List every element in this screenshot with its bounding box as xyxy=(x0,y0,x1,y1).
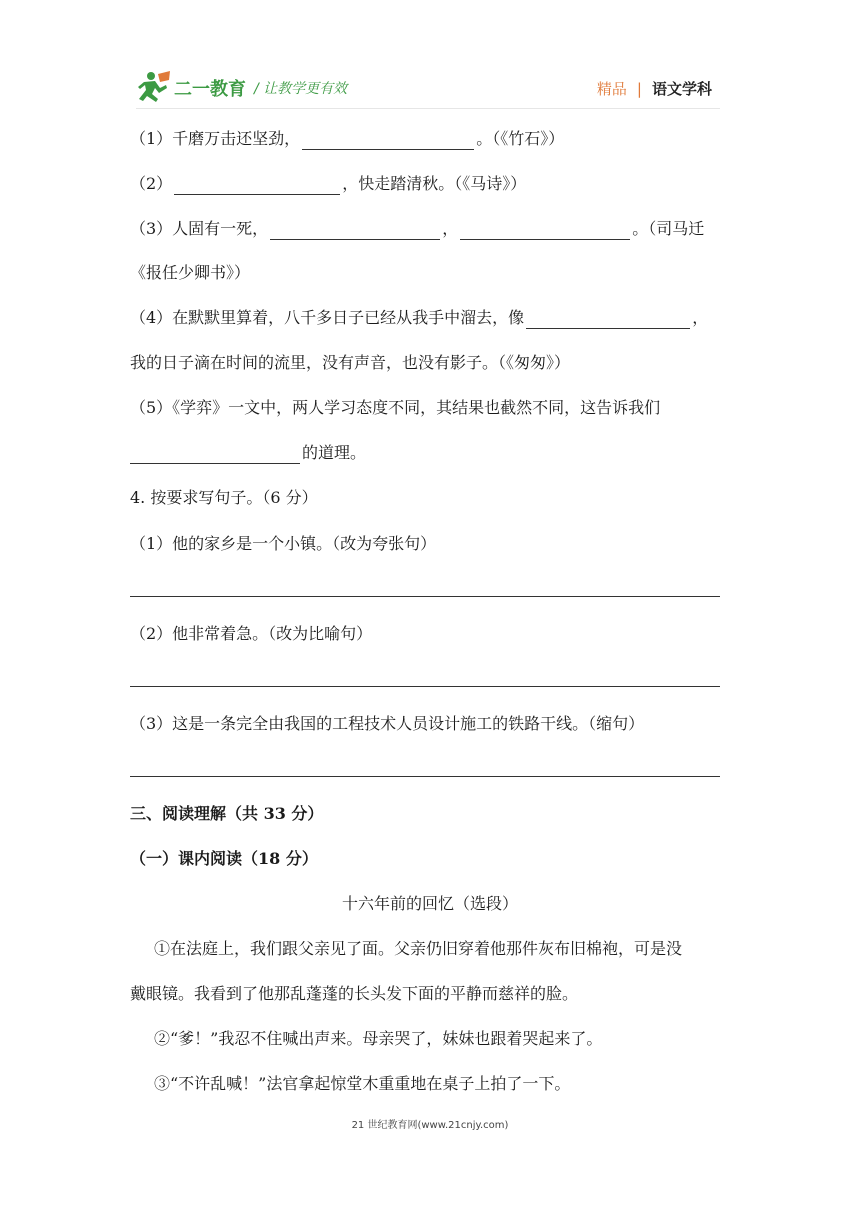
passage-paragraph-2: ②“爹！”我忍不住喊出声来。母亲哭了，妹妹也跟着哭起来了。 xyxy=(154,1029,603,1048)
brand-right xyxy=(597,78,712,99)
question-3-3-source: 《报任少卿书》） xyxy=(130,263,251,282)
question-3-5-cont: 的道理。 xyxy=(130,442,366,464)
answer-blank[interactable] xyxy=(460,221,630,240)
question-3-2: （2） ，快走踏清秋。（《马诗》） xyxy=(130,174,527,193)
passage-paragraph-1: ①在法庭上，我们跟父亲见了面。父亲仍旧穿着他那件灰布旧棉袍，可是没 xyxy=(154,939,683,958)
question-3-4: （4）在默默里算着，八千多日子已经从我手中溜去，像 ， xyxy=(130,308,709,327)
brand-separator: | xyxy=(636,80,642,98)
passage-title: 十六年前的回忆（选段） xyxy=(341,894,518,913)
subject-label: 语文学科 xyxy=(651,80,712,98)
passage-paragraph-3: ③“不许乱喊！”法官拿起惊堂木重重地在桌子上拍了一下。 xyxy=(154,1074,571,1093)
page-footer: 21 世纪教育网(www.21cnjy.com) xyxy=(351,1120,509,1131)
question-3-4-cont: 我的日子滴在时间的流里，没有声音，也没有影子。（《匆匆》） xyxy=(130,353,571,372)
subsection-heading: （一）课内阅读（18 分） xyxy=(130,849,318,868)
header-divider xyxy=(136,108,720,109)
answer-blank[interactable] xyxy=(270,221,440,240)
question-4-title: 4. 按要求写句子。（6 分） xyxy=(130,488,318,507)
answer-line[interactable] xyxy=(130,596,720,597)
question-4-2: （2）他非常着急。（改为比喻句） xyxy=(130,624,373,643)
section-heading: 三、阅读理解（共 33 分） xyxy=(130,804,324,823)
answer-blank[interactable] xyxy=(302,131,474,150)
question-3-1: （1）千磨万击还坚劲， 。（《竹石》） xyxy=(130,129,565,148)
logo-icon xyxy=(136,70,246,104)
slogan: / 让教学更有效 xyxy=(254,81,348,97)
question-3-5: （5）《学弈》一文中，两人学习态度不同，其结果也截然不同，这告诉我们 xyxy=(130,398,661,417)
question-4-3: （3）这是一条完全由我国的工程技术人员设计施工的铁路干线。（缩句） xyxy=(130,714,645,733)
quality-label: 精品 xyxy=(596,80,627,98)
passage-paragraph-1-cont: 戴眼镜。我看到了他那乱蓬蓬的长头发下面的平静而慈祥的脸。 xyxy=(130,984,579,1003)
answer-line[interactable] xyxy=(130,686,720,687)
answer-line[interactable] xyxy=(130,776,720,777)
logo-text: 二一教育 xyxy=(174,79,246,100)
answer-blank[interactable] xyxy=(526,310,690,329)
question-3-3: （3）人固有一死， ， 。（司马迁 xyxy=(130,219,705,238)
answer-blank[interactable] xyxy=(130,445,300,464)
question-4-1: （1）他的家乡是一个小镇。（改为夸张句） xyxy=(130,534,437,553)
page-header xyxy=(0,0,860,118)
answer-blank[interactable] xyxy=(174,176,340,195)
